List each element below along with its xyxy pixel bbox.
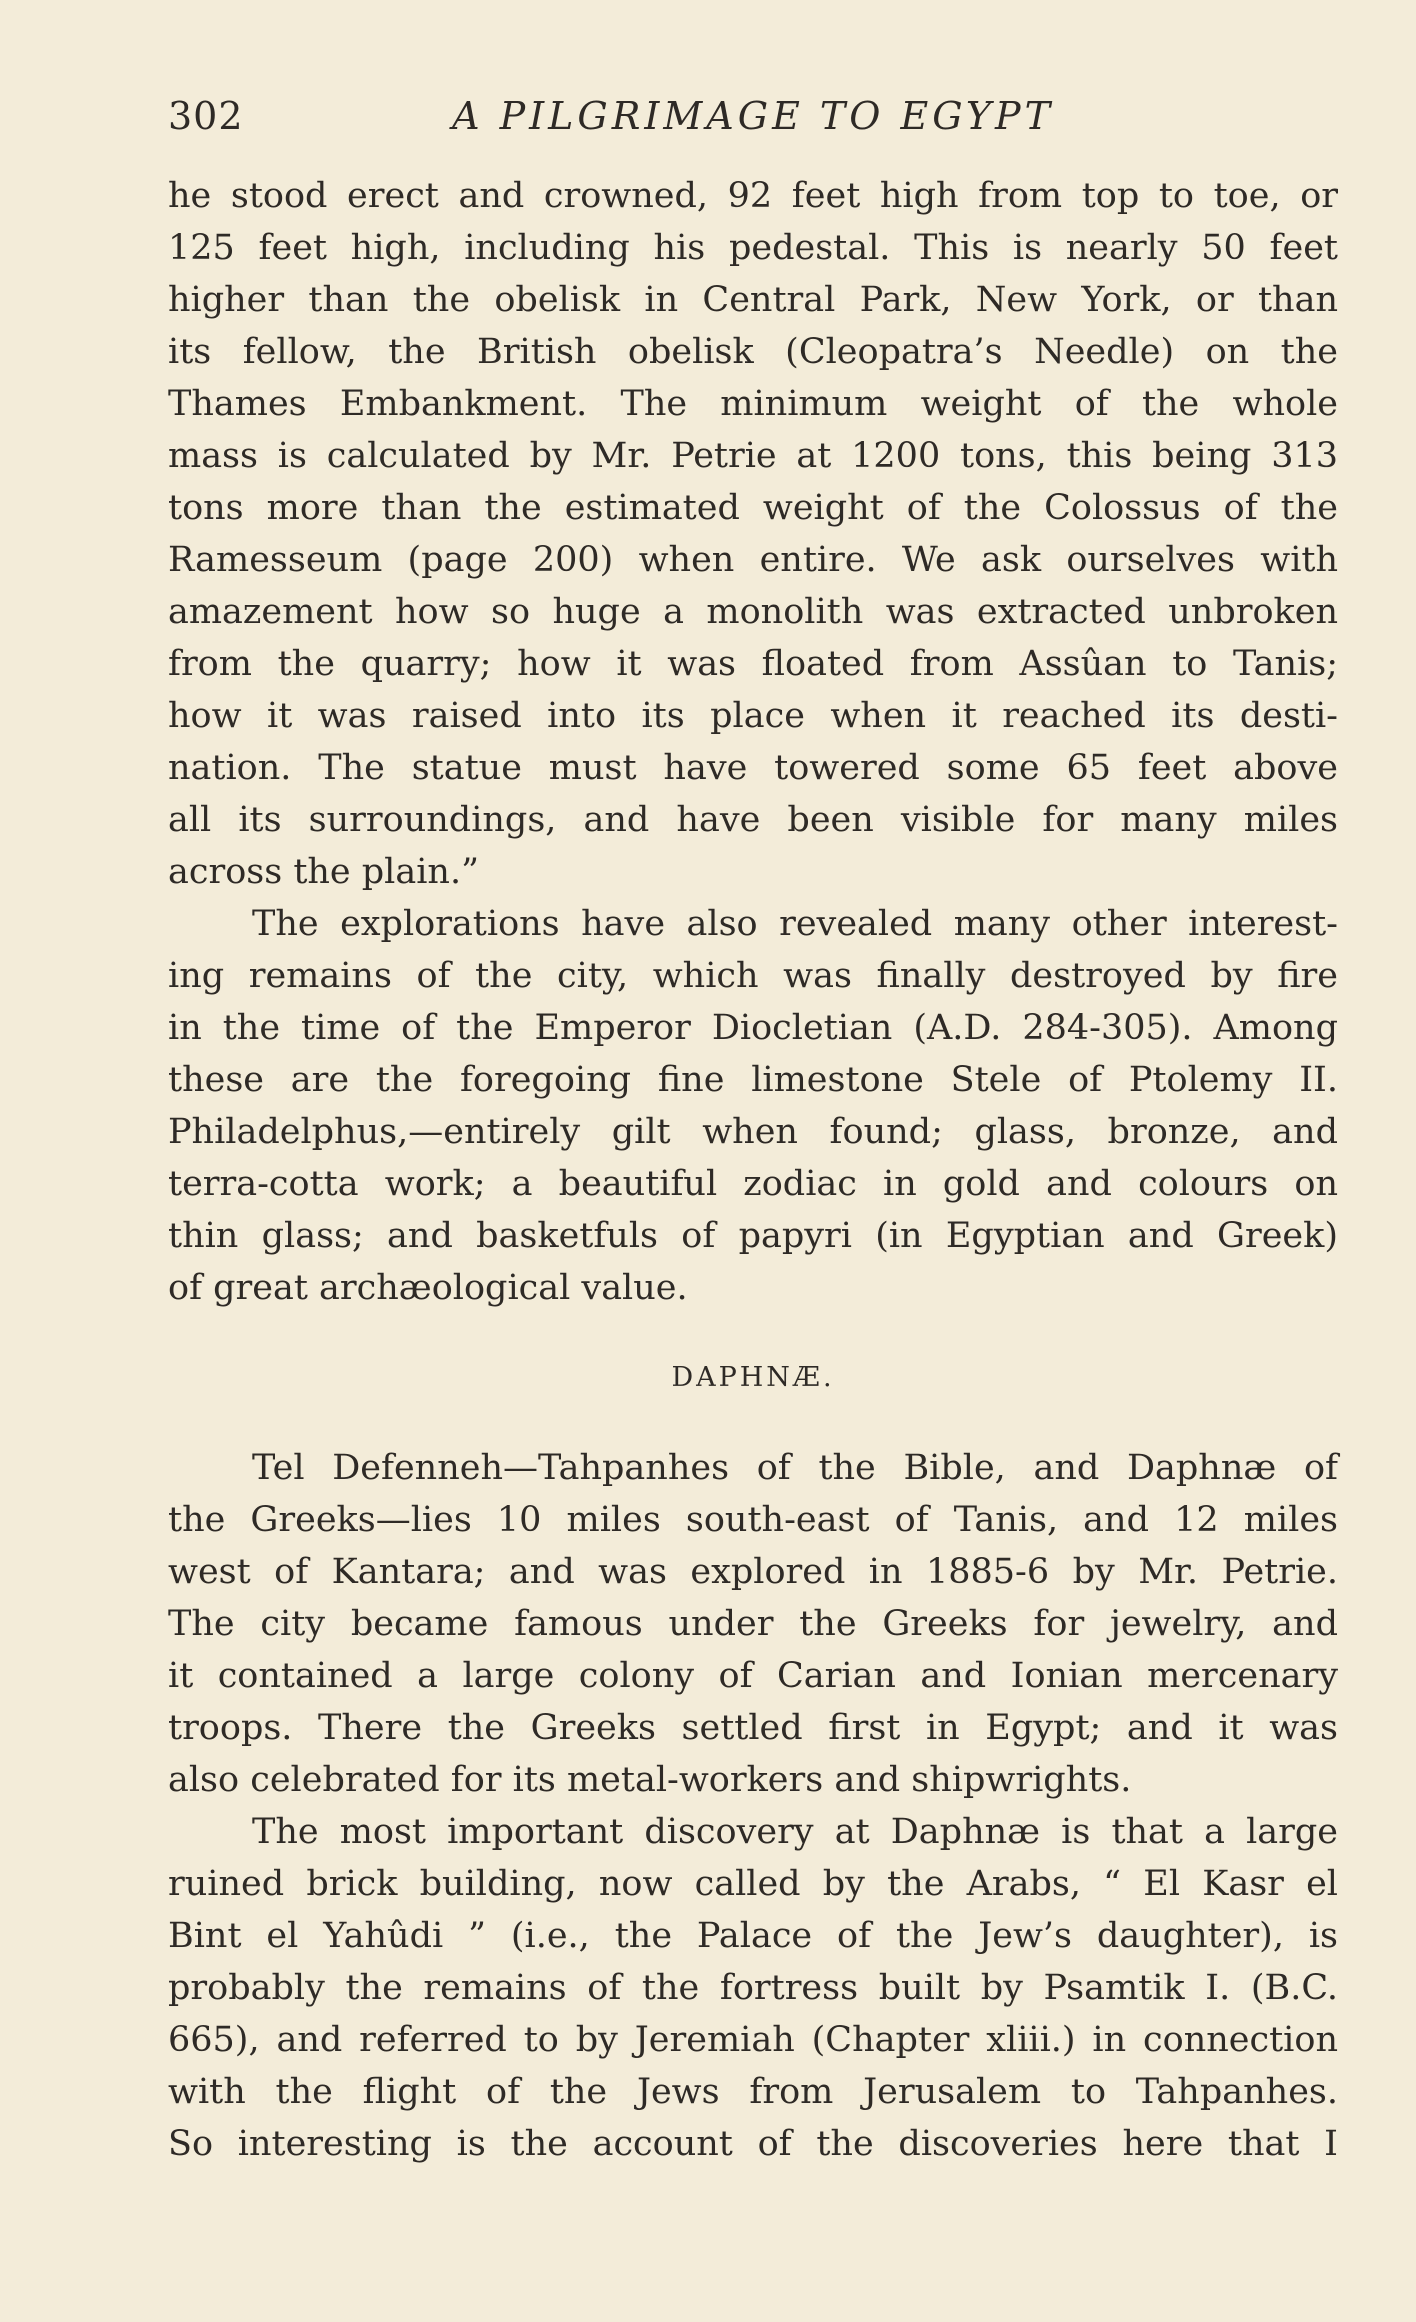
text-line: it contained a large colony of Carian and Ionian mercenary: [168, 1656, 1338, 1696]
text-line: So interesting is the account of the discoveries here that I: [168, 2124, 1338, 2164]
page-number: 302: [168, 94, 244, 138]
paragraph-explorations: [168, 898, 1338, 1314]
book-page: [168, 86, 1338, 2170]
text-line: The most important discovery at Daphnæ is that a large: [252, 1812, 1338, 1852]
text-line: ruined brick building, now called by the Arabs, “ El Kasr el: [168, 1864, 1338, 1904]
text-line: also celebrated for its metal-workers and shipwrights.: [168, 1760, 1132, 1800]
text-line: these are the foregoing fine limestone Stele of Ptolemy II.: [168, 1060, 1338, 1100]
text-line: he stood erect and crowned, 92 feet high from top to toe, or: [168, 176, 1338, 216]
text-line: the Greeks—lies 10 miles south-east of Tanis, and 12 miles: [168, 1500, 1338, 1540]
paragraph-colossus: [168, 170, 1338, 898]
text-line: amazement how so huge a monolith was extracted unbroken: [168, 592, 1338, 632]
text-line: Philadelphus,—entirely gilt when found; glass, bronze, and: [168, 1112, 1338, 1152]
text-line: Thames Embankment. The minimum weight of the whole: [168, 384, 1338, 424]
text-line: terra-cotta work; a beautiful zodiac in gold and colours on: [168, 1164, 1338, 1204]
text-line: Ramesseum (page 200) when entire. We ask ourselves with: [168, 540, 1338, 580]
text-line: ing remains of the city, which was finally destroyed by fire: [168, 956, 1338, 996]
text-line: west of Kantara; and was explored in 1885-6 by Mr. Petrie.: [168, 1552, 1338, 1592]
text-line: probably the remains of the fortress built by Psamtik I. (B.C.: [168, 1968, 1338, 2008]
page-header: [168, 86, 1338, 150]
text-line: tons more than the estimated weight of the Colossus of the: [168, 488, 1338, 528]
running-title: A PILGRIMAGE TO EGYPT: [452, 94, 1054, 138]
text-line: Bint el Yahûdi ” (i.e., the Palace of the Jew’s daughter), is: [168, 1916, 1338, 1956]
text-line: The city became famous under the Greeks for jewelry, and: [168, 1604, 1338, 1644]
text-line: troops. There the Greeks settled first in Egypt; and it was: [168, 1708, 1338, 1748]
text-line: across the plain.”: [168, 852, 479, 892]
text-line: The explorations have also revealed many other interest-: [252, 904, 1338, 944]
section-heading-daphnae: DAPHNÆ.: [671, 1362, 835, 1393]
text-line: mass is calculated by Mr. Petrie at 1200 tons, this being 313: [168, 436, 1338, 476]
paragraph-discovery: [168, 1806, 1338, 2170]
text-line: all its surroundings, and have been visible for many miles: [168, 800, 1338, 840]
text-line: nation. The statue must have towered some 65 feet above: [168, 748, 1338, 788]
text-line: its fellow, the British obelisk (Cleopatra’s Needle) on the: [168, 332, 1338, 372]
text-line: higher than the obelisk in Central Park, New York, or than: [168, 280, 1338, 320]
text-line: in the time of the Emperor Diocletian (A.D. 284-305). Among: [168, 1008, 1338, 1048]
text-line: Tel Defenneh—Tahpanhes of the Bible, and Daphnæ of: [252, 1448, 1338, 1488]
text-line: with the flight of the Jews from Jerusalem to Tahpanhes.: [168, 2072, 1338, 2112]
text-line: 665), and referred to by Jeremiah (Chapter xliii.) in connection: [168, 2020, 1338, 2060]
text-line: thin glass; and basketfuls of papyri (in Egyptian and Greek): [168, 1216, 1338, 1256]
text-line: how it was raised into its place when it reached its desti-: [168, 696, 1338, 736]
text-line: of great archæological value.: [168, 1268, 688, 1308]
paragraph-tel-defenneh: [168, 1442, 1338, 1806]
text-line: 125 feet high, including his pedestal. This is nearly 50 feet: [168, 228, 1338, 268]
text-line: from the quarry; how it was floated from Assûan to Tanis;: [168, 644, 1338, 684]
